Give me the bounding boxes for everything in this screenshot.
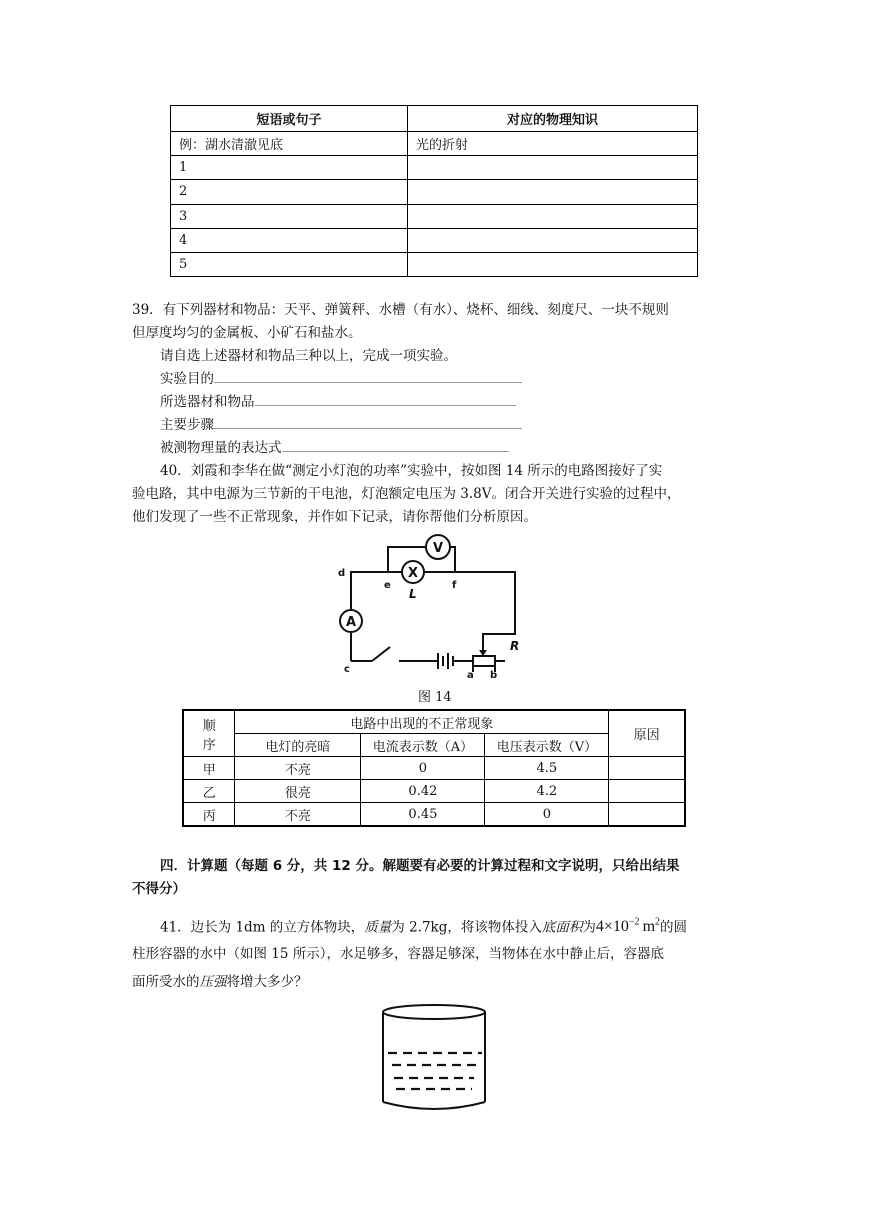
table-cell [408,204,698,228]
q41-text: 41．边长为 1dm 的立方体物块， [160,919,365,936]
q40-line-1: 40．刘霞和李华在做“测定小灯泡的功率”实验中，按如图 14 所示的电路图接好了实 [160,463,663,479]
q39-field-expression [160,437,509,459]
q41-term-area: 底面积 [541,919,583,936]
label-lamp-l: L [409,587,417,601]
answer-blank [214,368,522,383]
q39-field-purpose [160,368,522,390]
table-header-row [171,106,698,132]
table-cell: 0.42 [361,780,485,803]
table-row [183,757,685,780]
table-cell: 0 [485,803,609,827]
answer-blank [282,437,509,452]
table-row [171,180,698,204]
label-a: a [467,670,474,681]
formula-base: 4×10 [595,918,629,936]
table-cell: 丙 [183,803,235,827]
table-header: 原因 [609,710,685,757]
table-row [171,228,698,252]
table-cell: 光的折射 [408,132,698,156]
q41-line-3 [132,971,308,993]
q39-field-materials [160,391,516,413]
q41-text: 面所受水的 [132,974,200,990]
field-label: 主要步骤 [160,417,214,433]
table-cell [609,757,685,780]
q41-text: 将增大多少？ [226,974,308,990]
answer-blank [255,391,516,406]
phrase-physics-table [170,105,698,277]
table-cell: 不亮 [235,803,361,827]
table-row [183,803,685,827]
table-header: 电流表示数（A） [361,734,485,757]
table-cell [408,252,698,276]
table-header-row [183,710,685,734]
abnormal-phenomena-table [182,709,686,827]
q39-line-1: 39．有下列器材和物品：天平、弹簧秤、水槽（有水）、烧杯、细线、刻度尺、一块不规则 [132,302,669,318]
table-cell [408,156,698,180]
q40-line-2: 验电路，其中电源为三节新的干电池，灯泡额定电压为 3.8V。闭合开关进行实验的过程中， [132,486,681,502]
table-cell [609,803,685,827]
label-resistor-r: R [510,639,520,653]
table-cell: 甲 [183,757,235,780]
label-e: e [384,580,391,591]
table-cell: 0 [361,757,485,780]
ammeter-icon: A [345,615,357,630]
q39-line-3: 请自选上述器材和物品三种以上，完成一项实验。 [160,348,457,364]
q41-text: 为 [582,919,596,936]
table-row [171,132,698,156]
table-cell [609,780,685,803]
q40-line-3: 他们发现了一些不正常现象，并作如下记录，请你帮他们分析原因。 [132,509,537,525]
q41-text: 的圆 [660,919,688,936]
label-d: d [338,568,346,579]
header-order-1: 顺 [202,718,216,734]
field-label: 被测物理量的表达式 [160,440,282,456]
container-diagram [378,1000,490,1118]
label-f: f [452,580,457,591]
table-cell: 4 [171,228,408,252]
section-4-heading-line-1: 四．计算题（每题 6 分，共 12 分。解题要有必要的计算过程和文字说明，只给出结果 [160,858,680,874]
field-label: 所选器材和物品 [160,394,255,410]
table-cell: 4.5 [485,757,609,780]
q41-line-1 [160,912,687,938]
table-header: 电灯的亮暗 [235,734,361,757]
table-cell: 0.45 [361,803,485,827]
table-cell: 5 [171,252,408,276]
table-cell: 4.2 [485,780,609,803]
circuit-diagram [330,532,540,682]
q39-line-2: 但厚度均匀的金属板、小矿石和盐水。 [132,325,362,341]
lamp-icon: X [407,566,419,581]
table-row [183,780,685,803]
table-cell [408,180,698,204]
table-row [171,156,698,180]
q39-field-steps [160,414,522,436]
q41-text: 为 2.7kg，将该物体投入 [391,919,542,936]
section-4-heading-line-2: 不得分） [132,881,186,897]
figure-14-caption: 图 14 [418,690,452,705]
field-label: 实验目的 [160,371,214,387]
table-cell: 2 [171,180,408,204]
table-header: 电路中出现的不正常现象 [235,710,609,734]
answer-blank [214,414,522,429]
formula-unit-exponent: 2 [655,917,661,928]
label-c: c [344,664,350,675]
table-row [171,204,698,228]
table-header: 电压表示数（V） [485,734,609,757]
table-header [183,710,235,757]
label-b: b [490,670,498,681]
table-header: 对应的物理知识 [408,106,698,132]
q41-formula [596,918,660,935]
formula-unit: m [642,918,656,936]
table-cell: 1 [171,156,408,180]
table-cell: 3 [171,204,408,228]
voltmeter-icon: V [432,541,444,556]
formula-exponent: −2 [628,917,640,928]
q41-term-pressure: 压强 [199,974,227,990]
table-cell: 乙 [183,780,235,803]
table-row [171,252,698,276]
table-cell [408,228,698,252]
table-cell: 不亮 [235,757,361,780]
q41-line-2: 柱形容器的水中（如图 15 所示），水足够多，容器足够深，当物体在水中静止后，容器底 [132,946,665,962]
table-header: 短语或句子 [171,106,408,132]
table-cell: 很亮 [235,780,361,803]
table-cell: 例：湖水清澈见底 [171,132,408,156]
q41-term-mass: 质量 [364,919,392,936]
header-order-2: 序 [202,737,216,753]
